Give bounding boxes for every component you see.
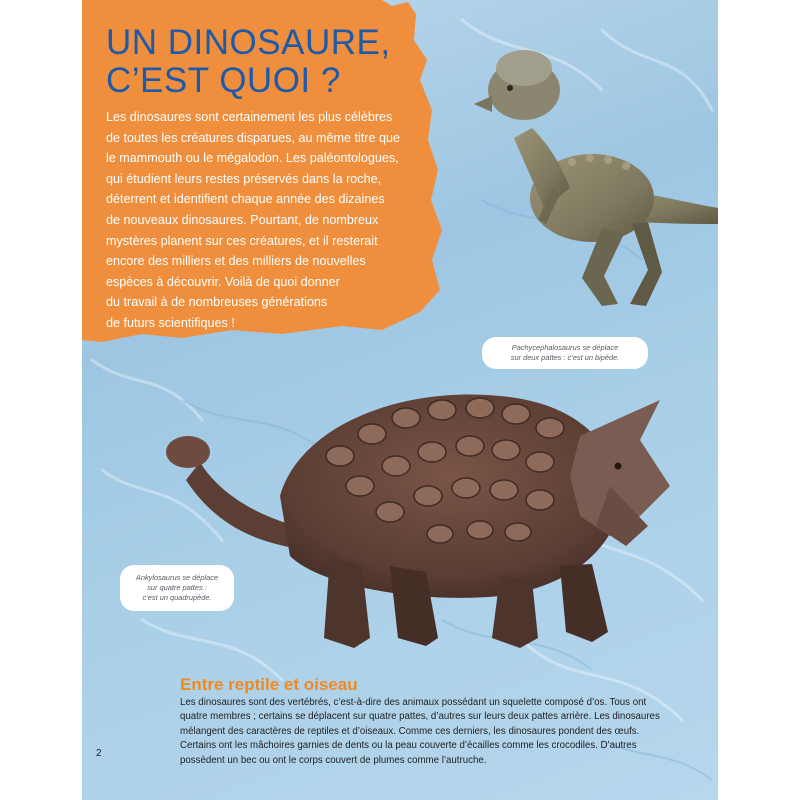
intro-line: espèces à découvrir. Voilà de quoi donner xyxy=(106,274,340,289)
caption-line: Ankylosaurus se déplace xyxy=(135,573,219,582)
page-background xyxy=(82,0,718,800)
body-line: Certains ont les mâchoires garnies de dents ou la peau couverte d’écailles comme les crocodiles. D’autres xyxy=(180,740,637,752)
intro-line: mystères planent sur ces créatures, et il resterait xyxy=(106,233,378,248)
intro-line: déterrent et identifient chaque année des dizaines xyxy=(106,192,385,207)
caption-line: Pachycephalosaurus se déplace xyxy=(511,343,619,352)
title-line-2: C’EST QUOI ? xyxy=(106,61,341,100)
intro-line: le mammouth ou le mégalodon. Les paléontologues, xyxy=(106,151,399,166)
ankylosaurus-illustration xyxy=(140,376,680,666)
intro-line: de nouveaux dinosaures. Pourtant, de nombreux xyxy=(106,212,379,227)
intro-line: encore des milliers et des milliers de nouvelles xyxy=(106,254,366,269)
caption-line: sur quatre pattes : xyxy=(147,583,207,592)
intro-line: qui étudient leurs restes préservés dans la roche, xyxy=(106,171,382,186)
intro-line: Les dinosaures sont certainement les plus célèbres xyxy=(106,110,393,124)
body-line: Les dinosaures sont des vertébrés, c’est-à-dire des animaux possédant un squelette composé d’os. Tous ont xyxy=(180,697,647,708)
intro-line: de futurs scientifiques ! xyxy=(106,315,235,330)
page-number: 2 xyxy=(96,748,102,759)
ankylosaurus-caption xyxy=(120,565,234,611)
body-line: quatre membres ; certains se déplacent sur quatre pattes, d’autres sur leurs deux pattes arrière. Les dinosaures xyxy=(180,711,660,723)
section-heading: Entre reptile et oiseau xyxy=(180,675,358,694)
section-paragraph xyxy=(180,696,710,768)
body-line: mélangent des caractères de reptiles et d’oiseaux. Comme ces derniers, les dinosaures pondent des œufs. xyxy=(180,725,640,737)
body-line: possèdent un bec ou ont le corps couvert de plumes comme l’autruche. xyxy=(180,754,487,766)
page-title xyxy=(106,24,406,100)
pachycephalosaurus-illustration xyxy=(452,38,718,318)
intro-line: de toutes les créatures disparues, au même titre que xyxy=(106,130,401,145)
pachycephalosaurus-caption xyxy=(482,337,648,369)
intro-paragraph xyxy=(106,107,426,334)
caption-line: c’est un quadrupède. xyxy=(142,593,212,602)
title-line-1: UN DINOSAURE, xyxy=(106,23,391,62)
caption-line: sur deux pattes : c’est un bipède. xyxy=(510,353,620,362)
intro-line: du travail à de nombreuses générations xyxy=(106,295,328,310)
